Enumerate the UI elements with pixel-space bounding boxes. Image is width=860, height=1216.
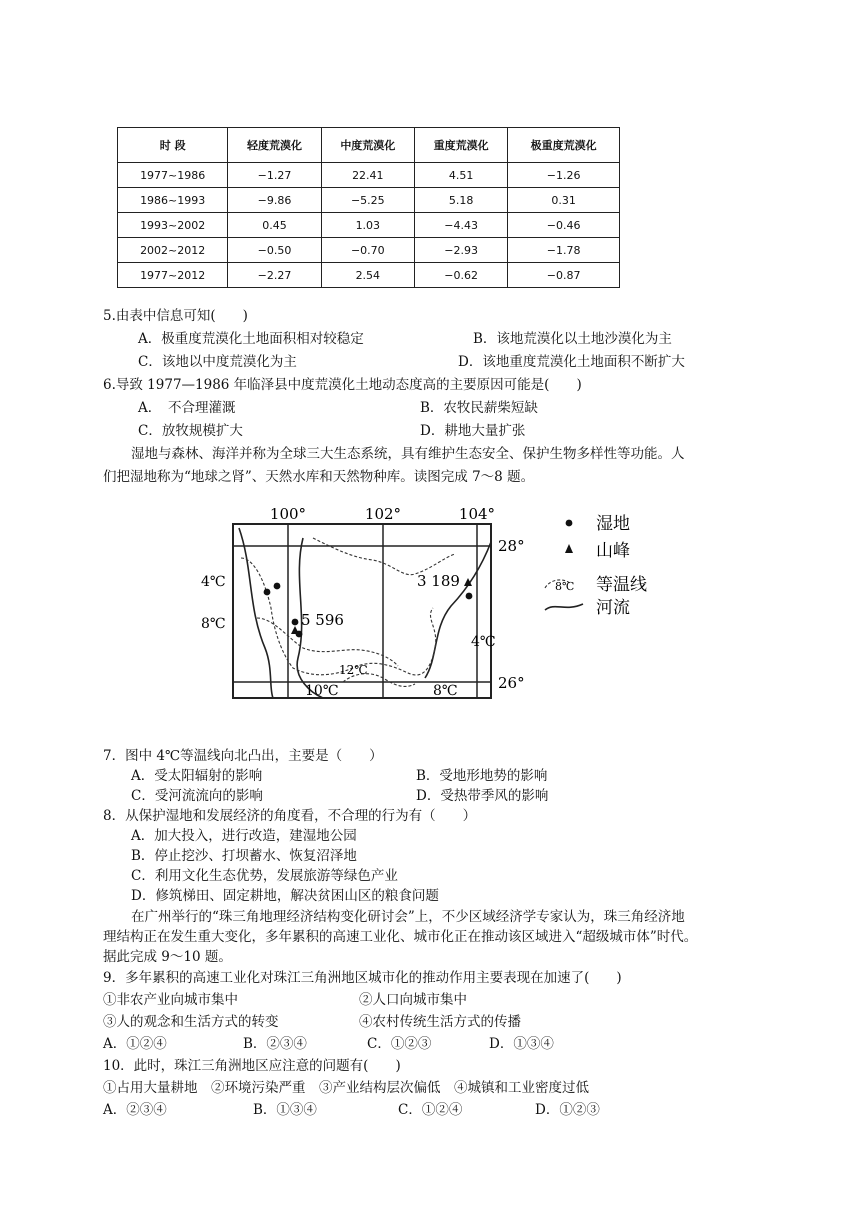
lon-label: 102° <box>364 505 402 523</box>
table-cell: −1.26 <box>508 163 620 188</box>
lon-label: 104° <box>458 505 496 523</box>
q9-option-d: D．①③④ <box>489 1036 554 1052</box>
table-header-cell: 重度荒漠化 <box>414 128 507 163</box>
table-header-row <box>118 128 620 163</box>
q5-option-c: C．该地以中度荒漠化为主 <box>138 354 297 370</box>
q8-option-d: D．修筑梯田、固定耕地，解决贫困山区的粮食问题 <box>131 888 439 904</box>
q9-option-a: A．①②④ <box>103 1036 167 1052</box>
q8-option-a: A．加大投入，进行改造，建湿地公园 <box>131 828 357 844</box>
table-header-cell: 中度荒漠化 <box>321 128 414 163</box>
table-cell: 5.18 <box>414 188 507 213</box>
wetland-marker <box>292 619 299 626</box>
table-cell: 1993~2002 <box>118 213 228 238</box>
q10-stem: 10．此时，珠江三角洲地区应注意的问题有( ) <box>103 1058 401 1074</box>
wetland-intro-line2: 们把湿地称为“地球之肾”、天然水库和天然物种库。读图完成 7～8 题。 <box>103 469 535 485</box>
peak-elevation: 5 596 <box>301 611 344 629</box>
q9-item-2: ②人口向城市集中 <box>359 992 467 1008</box>
q9-option-b: B．②③④ <box>243 1036 307 1052</box>
table-cell: 1977~1986 <box>118 163 228 188</box>
table-cell: 0.45 <box>228 213 321 238</box>
q6-option-b: B．农牧民薪柴短缺 <box>420 400 538 416</box>
table-cell: −2.93 <box>414 238 507 263</box>
isotherm-label: 8℃ <box>433 683 458 699</box>
q7-stem: 7．图中 4℃等温线向北凸出，主要是（ ） <box>103 748 383 764</box>
table-cell: −2.27 <box>228 263 321 288</box>
table-row <box>118 188 620 213</box>
q8-stem: 8．从保护湿地和发展经济的角度看，不合理的行为有（ ） <box>103 808 477 824</box>
q5-option-d: D．该地重度荒漠化土地面积不断扩大 <box>458 354 685 370</box>
wetland-marker <box>296 631 303 638</box>
table-cell: −1.78 <box>508 238 620 263</box>
river <box>425 542 491 678</box>
q5-option-a: A．极重度荒漠化土地面积相对较稳定 <box>138 331 364 347</box>
table-row <box>118 213 620 238</box>
q10-option-a: A．②③④ <box>103 1102 167 1118</box>
q5-stem: 5.由表中信息可知( ) <box>103 308 248 324</box>
peak-elevation: 3 189 <box>417 572 460 590</box>
isotherm-label: 4℃ <box>471 634 496 650</box>
table-header-cell: 极重度荒漠化 <box>508 128 620 163</box>
desertification-table <box>117 127 620 288</box>
table-cell: 0.31 <box>508 188 620 213</box>
q8-option-b: B．停止挖沙、打坝蓄水、恢复沼泽地 <box>131 848 357 864</box>
prd-intro-line1: 在广州举行的“珠三角地理经济结构变化研讨会”上，不少区域经济学专家认为，珠三角经济地 <box>131 909 685 925</box>
table-cell: −0.70 <box>321 238 414 263</box>
wetland-marker <box>274 583 281 590</box>
table-row <box>118 263 620 288</box>
lat-label: 26° <box>498 674 525 692</box>
table-row <box>118 238 620 263</box>
q10-option-d: D．①②③ <box>535 1102 600 1118</box>
table-cell: −0.46 <box>508 213 620 238</box>
q8-option-c: C．利用文化生态优势，发展旅游等绿色产业 <box>131 868 398 884</box>
q6-option-d: D．耕地大量扩张 <box>420 423 526 439</box>
wetland-marker <box>466 593 473 600</box>
river <box>239 528 273 698</box>
isotherm <box>313 538 455 575</box>
table-cell: 4.51 <box>414 163 507 188</box>
table-cell: 2.54 <box>321 263 414 288</box>
q10-option-b: B．①③④ <box>253 1102 317 1118</box>
q6-stem: 6.导致 1977—1986 年临泽县中度荒漠化土地动态度高的主要原因可能是( ) <box>103 377 582 393</box>
table-cell: −9.86 <box>228 188 321 213</box>
q10-option-c: C．①②④ <box>398 1102 463 1118</box>
table-row <box>118 163 620 188</box>
q7-option-d: D．受热带季风的影响 <box>416 788 549 804</box>
legend-peak-icon <box>565 544 573 553</box>
prd-intro-line3: 据此完成 9～10 题。 <box>103 949 232 965</box>
table-header-cell: 轻度荒漠化 <box>228 128 321 163</box>
q7-option-a: A．受太阳辐射的影响 <box>131 768 263 784</box>
q6-option-c: C．放牧规模扩大 <box>138 423 243 439</box>
table-cell: 1986~1993 <box>118 188 228 213</box>
wetland-intro-line1: 湿地与森林、海洋并称为全球三大生态系统，具有维护生态安全、保护生物多样性等功能。人 <box>131 446 685 462</box>
q7-option-b: B．受地形地势的影响 <box>416 768 548 784</box>
isotherm-label: 12℃ <box>339 663 368 677</box>
table-cell: −0.50 <box>228 238 321 263</box>
table-header-cell: 时 段 <box>118 128 228 163</box>
q9-item-1: ①非农产业向城市集中 <box>103 992 238 1008</box>
lon-label: 100° <box>269 505 307 523</box>
q7-option-c: C．受河流流向的影响 <box>131 788 263 804</box>
q5-option-b: B．该地荒漠化以土地沙漠化为主 <box>473 331 672 347</box>
lat-label: 28° <box>498 537 525 555</box>
table-cell: 1977~2012 <box>118 263 228 288</box>
legend-wetland-label: 湿地 <box>596 514 630 534</box>
isotherm-label: 4℃ <box>201 574 226 590</box>
table-cell: −0.62 <box>414 263 507 288</box>
wetland-map <box>193 498 673 708</box>
legend-river-label: 河流 <box>596 598 630 618</box>
table-cell: 22.41 <box>321 163 414 188</box>
q6-option-a: A． 不合理灌溉 <box>138 400 236 416</box>
q9-item-3: ③人的观念和生活方式的转变 <box>103 1014 279 1030</box>
wetland-marker <box>264 589 271 596</box>
legend-isotherm-label: 等温线 <box>596 575 647 595</box>
legend-river-icon <box>545 604 583 610</box>
table-cell: 2002~2012 <box>118 238 228 263</box>
legend-wetland-icon <box>566 520 573 527</box>
table-cell: −5.25 <box>321 188 414 213</box>
isotherm-label: 8℃ <box>201 616 226 632</box>
isotherm-label: 10℃ <box>305 683 339 699</box>
q9-item-4: ④农村传统生活方式的传播 <box>359 1014 521 1030</box>
table-cell: −1.27 <box>228 163 321 188</box>
q10-items: ①占用大量耕地 ②环境污染严重 ③产业结构层次偏低 ④城镇和工业密度过低 <box>103 1080 589 1096</box>
q9-option-c: C．①②③ <box>367 1036 432 1052</box>
prd-intro-line2: 理结构正在发生重大变化，多年累积的高速工业化、城市化正在推动该区域进入“超级城市体”时代。 <box>103 929 698 945</box>
table-cell: −0.87 <box>508 263 620 288</box>
table-cell: −4.43 <box>414 213 507 238</box>
q9-stem: 9．多年累积的高速工业化对珠江三角洲地区城市化的推动作用主要表现在加速了( ) <box>103 970 622 986</box>
legend-isotherm-sample: 8℃ <box>555 580 575 593</box>
legend-peak-label: 山峰 <box>596 541 630 561</box>
table-cell: 1.03 <box>321 213 414 238</box>
